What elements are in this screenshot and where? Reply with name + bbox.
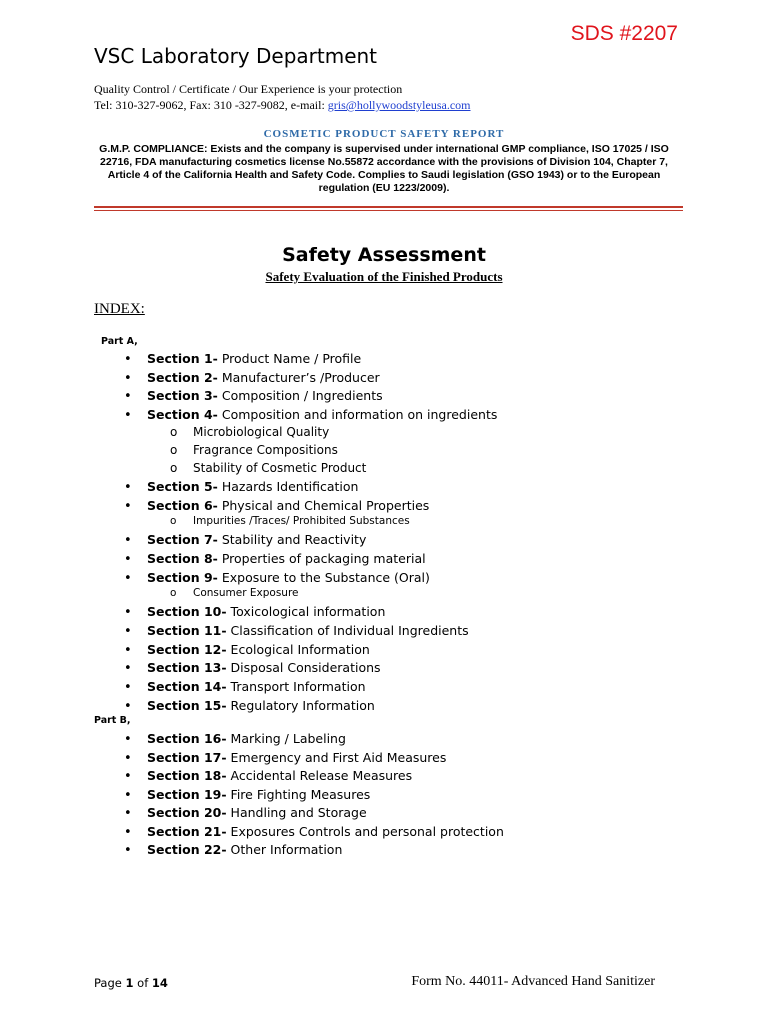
section-number: Section 7- (147, 532, 218, 547)
circle-bullet-icon: o (170, 443, 178, 457)
section-number: Section 20- (147, 805, 227, 820)
section-number: Section 18- (147, 768, 227, 783)
section-title: Disposal Considerations (226, 660, 381, 675)
toc-subitem-label: Microbiological Quality (193, 425, 330, 439)
section-title: Emergency and First Aid Measures (226, 750, 447, 765)
bullet-icon: • (124, 661, 132, 676)
bullet-icon: • (124, 643, 132, 658)
section-number: Section 1- (147, 351, 218, 366)
index-label: INDEX: (94, 301, 145, 317)
toc-section (124, 824, 504, 840)
section-number: Section 10- (147, 604, 227, 619)
bullet-icon: • (124, 389, 132, 404)
bullet-icon: • (124, 806, 132, 821)
sds-number: SDS #2207 (570, 22, 678, 45)
bullet-icon: • (124, 843, 132, 858)
bullet-icon: • (124, 605, 132, 620)
section-title: Composition and information on ingredients (217, 407, 498, 422)
bullet-icon: • (124, 788, 132, 803)
page-subtitle: Safety Evaluation of the Finished Products (265, 269, 503, 284)
bullet-icon: • (124, 480, 132, 495)
toc-section (124, 731, 346, 747)
toc-subitem (170, 515, 410, 527)
toc-section (124, 551, 426, 567)
toc-section (124, 750, 446, 766)
section-title: Physical and Chemical Properties (217, 498, 430, 513)
section-title: Transport Information (226, 679, 366, 694)
bullet-icon: • (124, 699, 132, 714)
toc-section (124, 768, 412, 784)
circle-bullet-icon: o (170, 461, 178, 475)
divider-rule-thin (94, 210, 683, 211)
section-title: Classification of Individual Ingredients (226, 623, 469, 638)
toc-section (124, 604, 385, 620)
toc-section (124, 642, 370, 658)
bullet-icon: • (124, 680, 132, 695)
circle-bullet-icon: o (170, 515, 177, 527)
toc-subitem (170, 587, 299, 599)
section-title: Exposure to the Substance (Oral) (217, 570, 430, 585)
section-title: Accidental Release Measures (226, 768, 413, 783)
report-heading: COSMETIC PRODUCT SAFETY REPORT (263, 128, 505, 140)
section-number: Section 4- (147, 407, 218, 422)
department-title: VSC Laboratory Department (94, 44, 378, 68)
bullet-icon: • (124, 408, 132, 423)
bullet-icon: • (124, 624, 132, 639)
section-title: Properties of packaging material (217, 551, 426, 566)
toc-section (124, 679, 366, 695)
section-number: Section 8- (147, 551, 218, 566)
section-number: Section 15- (147, 698, 227, 713)
page-title: Safety Assessment (282, 244, 486, 266)
section-title: Manufacturer’s /Producer (217, 370, 380, 385)
section-number: Section 22- (147, 842, 227, 857)
section-number: Section 6- (147, 498, 218, 513)
toc-section (124, 407, 497, 423)
section-number: Section 14- (147, 679, 227, 694)
section-title: Regulatory Information (226, 698, 375, 713)
contact-numbers: Tel: 310-327-9062, Fax: 310 -327-9082, e-mail: (94, 98, 328, 112)
gmp-compliance-text: G.M.P. COMPLIANCE: Exists and the company is supervised under international GMP compliance, ISO 17025 / ISO 22716, FDA manufacturing cosmetics license No.55872 accordance with the provisions of Division 104, Chapter 7, Article 4 of the California Health and Safety Code. Complies to Saudi legislation (GSO 1943) or to the European regulation (EU 1223/2009). (99, 143, 669, 194)
bullet-icon: • (124, 552, 132, 567)
section-number: Section 13- (147, 660, 227, 675)
section-title: Stability and Reactivity (217, 532, 367, 547)
toc-subitem (170, 425, 329, 439)
section-number: Section 21- (147, 824, 227, 839)
toc-section (124, 532, 366, 548)
circle-bullet-icon: o (170, 425, 178, 439)
toc-subitem-label: Stability of Cosmetic Product (193, 461, 367, 475)
toc-section (124, 698, 375, 714)
section-title: Product Name / Profile (217, 351, 362, 366)
tagline: Quality Control / Certificate / Our Experience is your protection (94, 82, 403, 96)
toc-section (124, 842, 342, 858)
toc-section (124, 351, 361, 367)
toc-section (124, 805, 367, 821)
toc-section (124, 623, 469, 639)
toc-subitem-label: Impurities /Traces/ Prohibited Substances (193, 515, 410, 527)
toc-section (124, 570, 430, 586)
bullet-icon: • (124, 499, 132, 514)
section-title: Handling and Storage (226, 805, 367, 820)
bullet-icon: • (124, 751, 132, 766)
toc-section (124, 479, 358, 495)
section-title: Marking / Labeling (226, 731, 346, 746)
section-title: Exposures Controls and personal protection (226, 824, 504, 839)
section-title: Ecological Information (226, 642, 370, 657)
part-a-label: Part A, (101, 336, 138, 347)
toc-subitem-label: Consumer Exposure (193, 587, 299, 599)
section-number: Section 19- (147, 787, 227, 802)
section-number: Section 3- (147, 388, 218, 403)
toc-subitem (170, 443, 338, 457)
bullet-icon: • (124, 533, 132, 548)
contact-line (94, 98, 471, 113)
page-counter: Page 1 of 14 (94, 976, 168, 990)
toc-section (124, 388, 383, 404)
section-number: Section 17- (147, 750, 227, 765)
section-number: Section 2- (147, 370, 218, 385)
toc-subitem-label: Fragrance Compositions (193, 443, 338, 457)
section-number: Section 12- (147, 642, 227, 657)
bullet-icon: • (124, 825, 132, 840)
section-number: Section 5- (147, 479, 218, 494)
toc-section (124, 787, 370, 803)
section-title: Composition / Ingredients (217, 388, 383, 403)
bullet-icon: • (124, 732, 132, 747)
toc-section (124, 498, 429, 514)
toc-section (124, 660, 381, 676)
bullet-icon: • (124, 352, 132, 367)
section-title: Other Information (226, 842, 343, 857)
bullet-icon: • (124, 371, 132, 386)
divider-rule (94, 206, 683, 208)
email-link[interactable]: gris@hollywoodstyleusa.com (327, 98, 471, 112)
section-number: Section 16- (147, 731, 227, 746)
section-number: Section 9- (147, 570, 218, 585)
section-number: Section 11- (147, 623, 227, 638)
form-number: Form No. 44011- Advanced Hand Sanitizer (411, 974, 655, 989)
bullet-icon: • (124, 769, 132, 784)
section-title: Fire Fighting Measures (226, 787, 371, 802)
section-title: Hazards Identification (217, 479, 359, 494)
circle-bullet-icon: o (170, 587, 177, 599)
toc-subitem (170, 461, 366, 475)
bullet-icon: • (124, 571, 132, 586)
part-b-label: Part B, (94, 715, 131, 726)
toc-section (124, 370, 380, 386)
section-title: Toxicological information (226, 604, 386, 619)
